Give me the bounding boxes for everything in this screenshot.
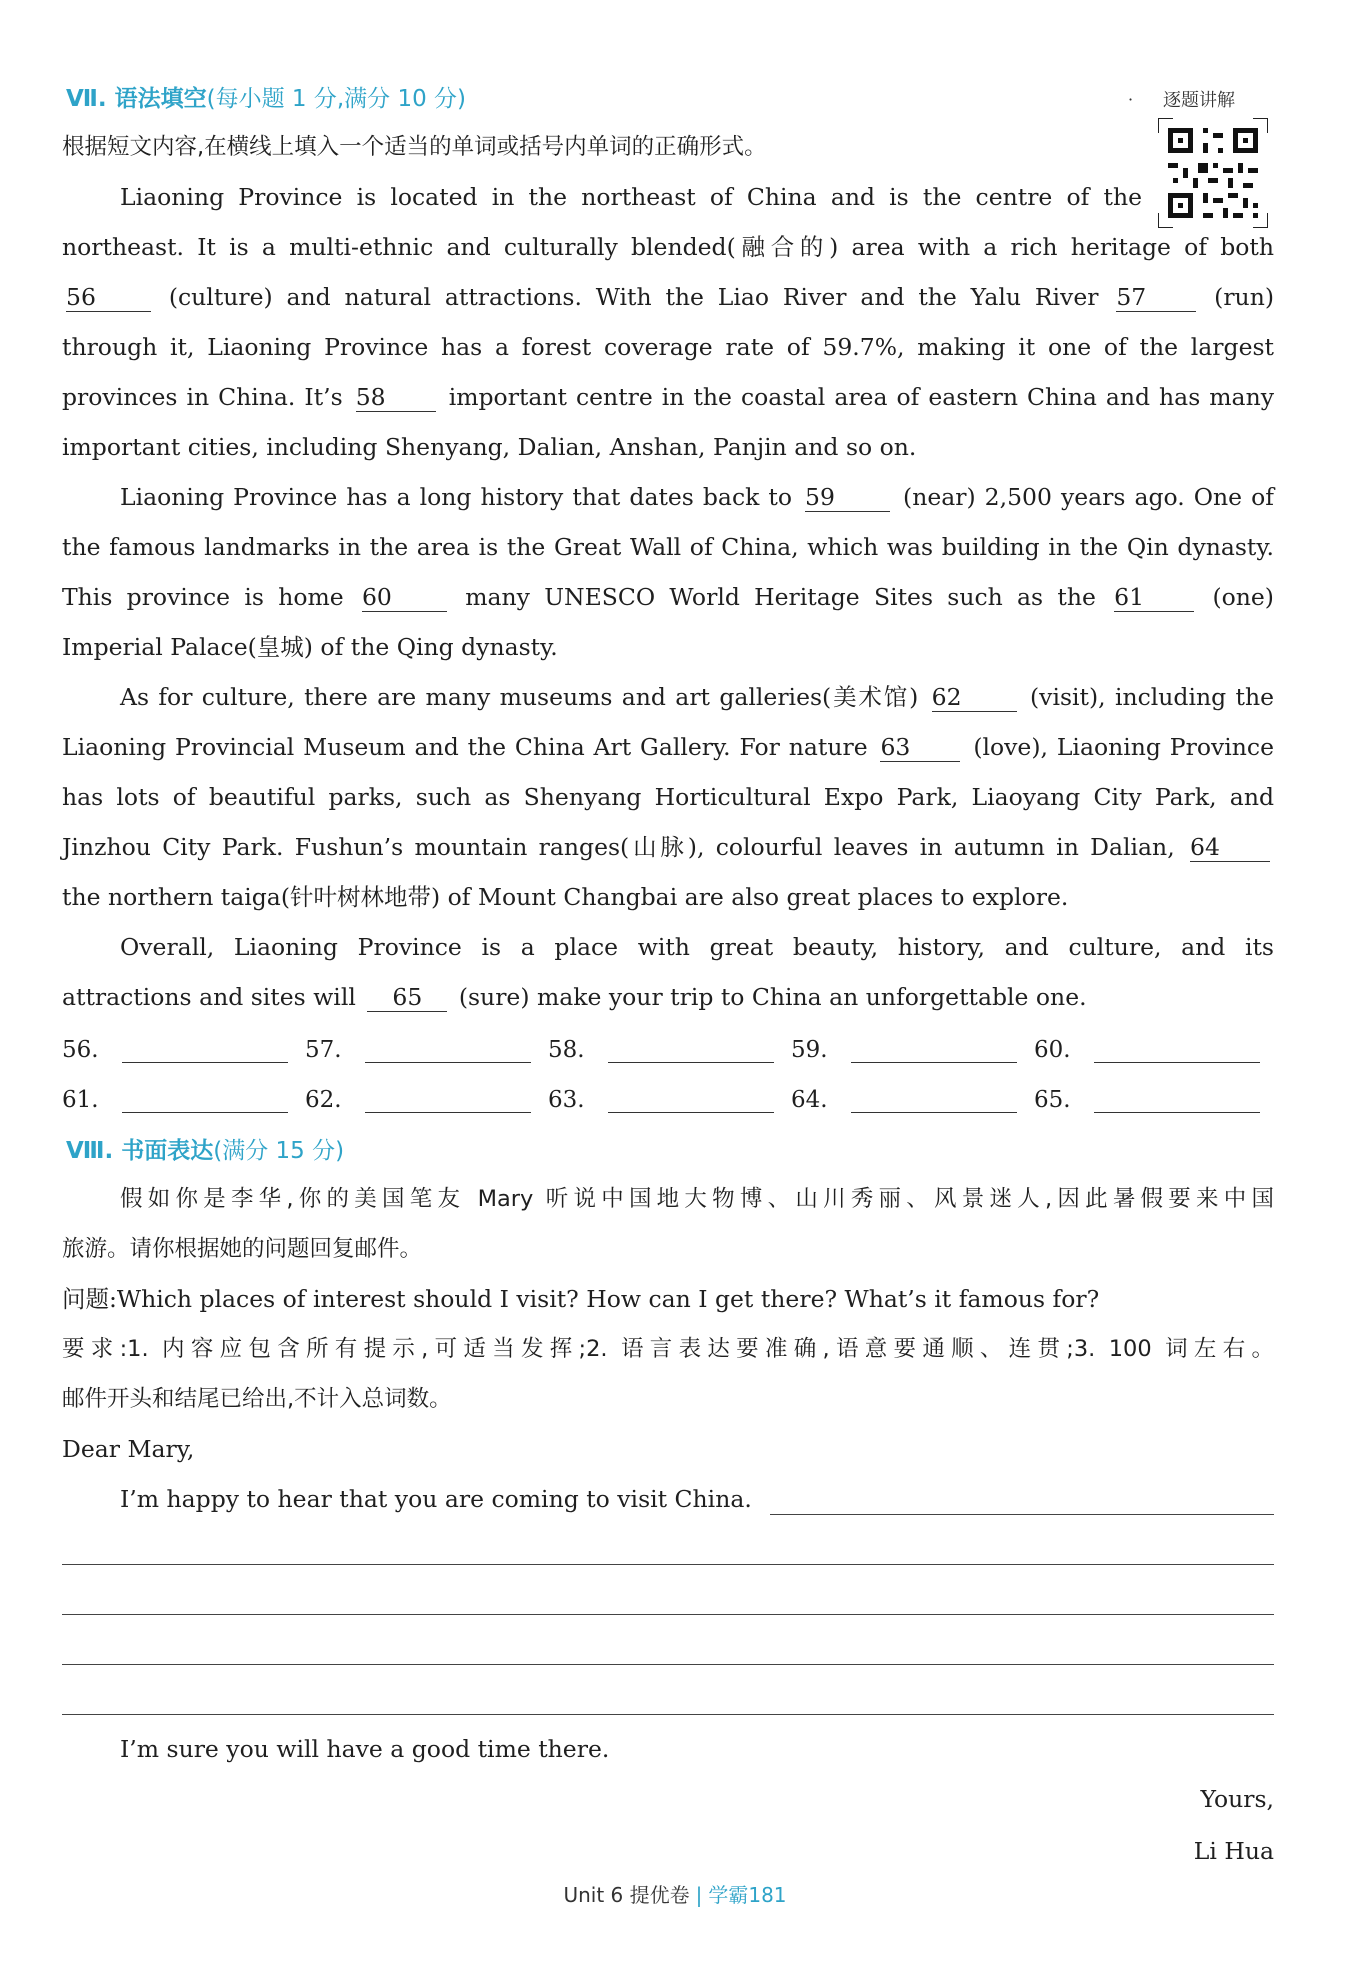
answer-line[interactable] [851,1036,1017,1063]
page-number: 181 [748,1883,787,1907]
passage-line: Imperial Palace(皇城) of the Qing dynasty. [62,633,558,661]
section7-title [66,80,466,113]
passage-text: (culture) and natural attractions. With the Liao River and the Yalu River [168,283,1099,311]
answer-line[interactable] [122,1086,288,1113]
answer-63[interactable] [548,1086,774,1113]
passage-text: Jinzhou City Park. Fushun’s mountain ranges(山脉), colourful leaves in autumn in Dalian, [62,833,1175,861]
answer-61[interactable] [62,1086,288,1113]
dot-mark: · [1128,90,1134,109]
passage-text: Liaoning Province has a long history that dates back to [120,483,792,511]
answer-number: 65. [1034,1087,1071,1113]
footer-brand: 学霸 [708,1883,749,1907]
prompt-requirement: 要求:1. 内容应包含所有提示,可适当发挥;2. 语言表达要准确,语意要通顺、连贯;3. 100 词左右。 [62,1336,1274,1362]
answer-number: 64. [791,1087,828,1113]
blank-59[interactable]: 59 [805,483,890,512]
answer-line[interactable] [365,1036,531,1063]
answer-line[interactable] [851,1086,1017,1113]
blank-61[interactable]: 61 [1114,583,1194,612]
blank-56[interactable]: 56 [66,283,151,312]
blank-58[interactable]: 58 [356,383,436,412]
answer-line[interactable] [122,1036,288,1063]
passage-line: through it, Liaoning Province has a forest coverage rate of 59.7%, making it one of the largest [62,333,1274,361]
blank-64[interactable]: 64 [1190,833,1270,862]
passage-line: has lots of beautiful parks, such as Shenyang Horticultural Expo Park, Liaoyang City Park, and [62,783,1274,811]
answer-64[interactable] [791,1086,1017,1113]
letter-closing: I’m sure you will have a good time there. [120,1735,610,1763]
answer-number: 62. [305,1087,342,1113]
passage-line [120,482,1274,512]
passage-text: (one) [1212,583,1274,611]
passage-text: provinces in China. It’s [62,383,343,411]
section7-score: (每小题 1 分,满分 10 分) [206,86,467,112]
answer-line[interactable] [608,1086,774,1113]
answer-56[interactable] [62,1036,288,1063]
writing-line[interactable] [62,1564,1274,1565]
passage-line [62,382,1274,412]
writing-line[interactable] [62,1664,1274,1665]
passage-text: important centre in the coastal area of eastern China and has many [448,383,1274,411]
letter-greeting: Dear Mary, [62,1435,195,1463]
prompt-line: 旅游。请你根据她的问题回复邮件。 [62,1236,423,1262]
qr-label: 逐题讲解 [1163,90,1235,111]
footer-separator: | [695,1883,703,1907]
letter-opening: I’m happy to hear that you are coming to visit China. [120,1485,752,1513]
answer-58[interactable] [548,1036,774,1063]
passage-line: Liaoning Province is located in the northeast of China and is the centre of the [120,183,1142,211]
page-footer [0,1879,1350,1908]
passage-text: attractions and sites will [62,983,356,1011]
answer-number: 58. [548,1037,585,1063]
writing-line[interactable] [62,1614,1274,1615]
answer-line[interactable] [365,1086,531,1113]
passage-text: This province is home [62,583,344,611]
answer-line[interactable] [1094,1086,1260,1113]
blank-63[interactable]: 63 [880,733,960,762]
answer-number: 56. [62,1037,99,1063]
section8-title [66,1132,344,1165]
answer-62[interactable] [305,1086,531,1113]
prompt-requirement: 邮件开头和结尾已给出,不计入总词数。 [62,1386,452,1412]
writing-line[interactable] [770,1514,1274,1515]
blank-60[interactable]: 60 [362,583,447,612]
answer-60[interactable] [1034,1036,1260,1063]
answer-65[interactable] [1034,1086,1260,1113]
letter-signature: Li Hua [1193,1837,1274,1865]
answer-59[interactable] [791,1036,1017,1063]
answer-number: 59. [791,1037,828,1063]
passage-line [62,982,1274,1012]
section7-instruction: 根据短文内容,在横线上填入一个适当的单词或括号内单词的正确形式。 [62,134,767,160]
passage-text: (sure) make your trip to China an unforgettable one. [458,983,1087,1011]
answer-line[interactable] [608,1036,774,1063]
blank-65[interactable]: 65 [367,983,447,1012]
passage-line: Overall, Liaoning Province is a place with great beauty, history, and culture, and its [120,933,1274,961]
passage-text: many UNESCO World Heritage Sites such as the [465,583,1096,611]
passage-line: important cities, including Shenyang, Dalian, Anshan, Panjin and so on. [62,433,917,461]
passage-line [120,682,1274,712]
passage-text: (run) [1214,283,1274,311]
passage-text: (visit), including the [1030,683,1274,711]
blank-62[interactable]: 62 [932,683,1017,712]
answer-57[interactable] [305,1036,531,1063]
passage-text: (near) 2,500 years ago. One of [903,483,1274,511]
prompt-line: 假如你是李华,你的美国笔友 Mary 听说中国地大物博、山川秀丽、风景迷人,因此暑假要来中国 [120,1186,1274,1212]
passage-line: the famous landmarks in the area is the Great Wall of China, which was building in the Qin dynasty. [62,533,1274,561]
passage-text: (love), Liaoning Province [973,733,1274,761]
answer-line[interactable] [1094,1036,1260,1063]
answer-number: 61. [62,1087,99,1113]
answer-number: 63. [548,1087,585,1113]
passage-text: Liaoning Provincial Museum and the China Art Gallery. For nature [62,733,868,761]
passage-line [62,732,1274,762]
section7-heading: Ⅶ. 语法填空 [66,86,207,112]
passage-text: As for culture, there are many museums and art galleries(美术馆) [120,683,919,711]
passage-line: northeast. It is a multi-ethnic and culturally blended(融合的) area with a rich heritage of both [62,233,1274,261]
passage-line [62,832,1274,862]
prompt-question: 问题:Which places of interest should I visit? How can I get there? What’s it famous for? [62,1285,1100,1313]
answer-number: 57. [305,1037,342,1063]
blank-57[interactable]: 57 [1116,283,1196,312]
passage-line [62,282,1274,312]
footer-unit: Unit 6 提优卷 [563,1883,690,1907]
passage-line [62,582,1274,612]
section8-score: (满分 15 分) [213,1138,345,1164]
letter-signoff: Yours, [1200,1785,1274,1813]
section8-heading: Ⅷ. 书面表达 [66,1138,214,1164]
passage-line: the northern taiga(针叶树林地带) of Mount Changbai are also great places to explore. [62,883,1069,911]
answer-number: 60. [1034,1037,1071,1063]
writing-line[interactable] [62,1714,1274,1715]
